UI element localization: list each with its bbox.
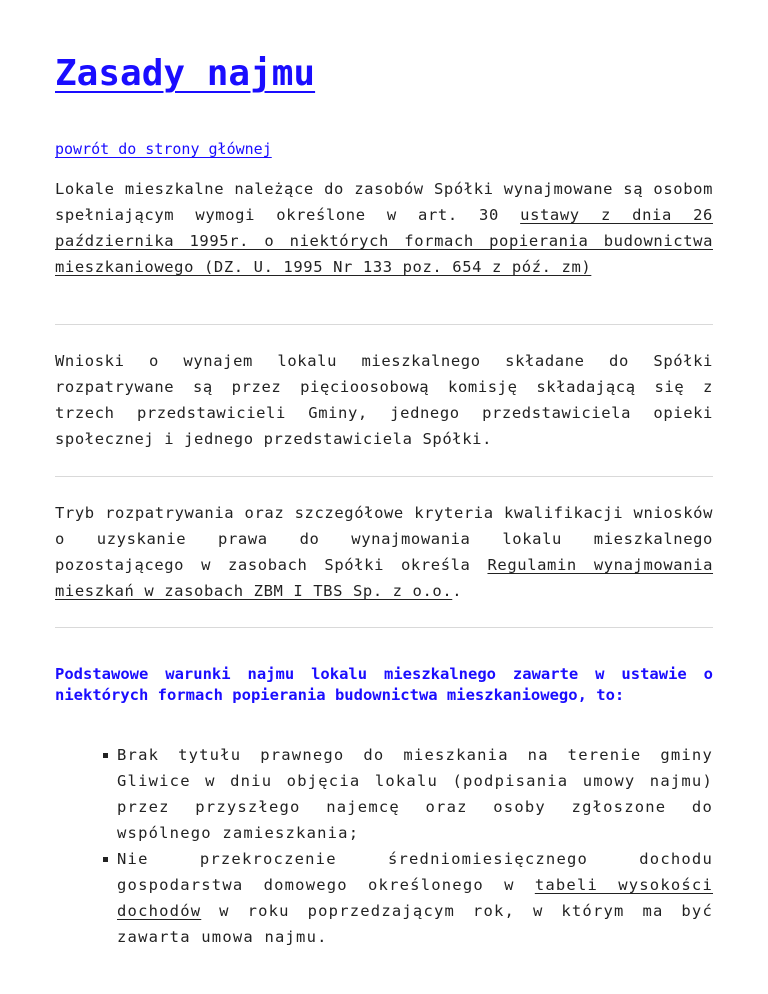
back-to-home-link[interactable]: powrót do strony głównej xyxy=(55,140,272,158)
income-table-link[interactable]: tabeli wysokości dochodów xyxy=(117,876,713,920)
list-item-text: Nie przekroczenie średniomiesięcznego dochodu gospodarstwa domowego określonego w xyxy=(117,850,713,894)
paragraph-procedure xyxy=(55,500,713,604)
regulations-link[interactable]: Regulamin wynajmowania mieszkań w zasobach ZBM I TBS Sp. z o.o. xyxy=(55,556,714,600)
paragraph-procedure-end: . xyxy=(452,582,463,600)
divider xyxy=(55,324,713,325)
list-item-text-end: w roku poprzedzającym rok, w którym ma być zawarta umowa najmu. xyxy=(117,902,713,946)
list-item-text: Brak tytułu prawnego do mieszkania na terenie gminy Gliwice w dniu objęcia lokalu (podpisania umowy najmu) przez przyszłego najemcę oraz osoby zgłoszone do wspólnego zamieszkania; xyxy=(117,746,713,842)
paragraph-procedure-text: Tryb rozpatrywania oraz szczegółowe kryteria kwalifikacji wniosków o uzyskanie prawa do wynajmowania lokalu mieszkalnego pozostającego w zasobach Spółki określa xyxy=(55,504,713,574)
conditions-heading: Podstawowe warunki najmu lokalu mieszkalnego zawarte w ustawie o niektórych formach popierania budownictwa mieszkaniowego, to: xyxy=(55,665,713,704)
act-reference-link[interactable]: ustawy z dnia 26 października 1995r. o niektórych formach popierania budownictwa mieszkaniowego (DZ. U. 1995 Nr 133 poz. 654 z póź. zm) xyxy=(55,206,713,276)
divider xyxy=(55,476,713,477)
paragraph-eligibility-text: Lokale mieszkalne należące do zasobów Spółki wynajmowane są osobom spełniającym wymogi określone w art. 30 xyxy=(55,180,713,224)
page-title: Zasady najmu xyxy=(55,53,316,94)
paragraph-commission: Wnioski o wynajem lokalu mieszkalnego składane do Spółki rozpatrywane są przez pięcioosobową komisję składającą się z trzech przedstawicieli Gminy, jednego przedstawiciela opieki społecznej i jednego przedstawiciela Spółki. xyxy=(55,352,713,448)
divider xyxy=(55,627,713,628)
paragraph-eligibility xyxy=(55,176,713,280)
list-item xyxy=(117,742,713,846)
conditions-list xyxy=(117,742,713,950)
list-item xyxy=(117,846,713,950)
bullet-icon xyxy=(103,857,108,862)
bullet-icon xyxy=(103,753,108,758)
